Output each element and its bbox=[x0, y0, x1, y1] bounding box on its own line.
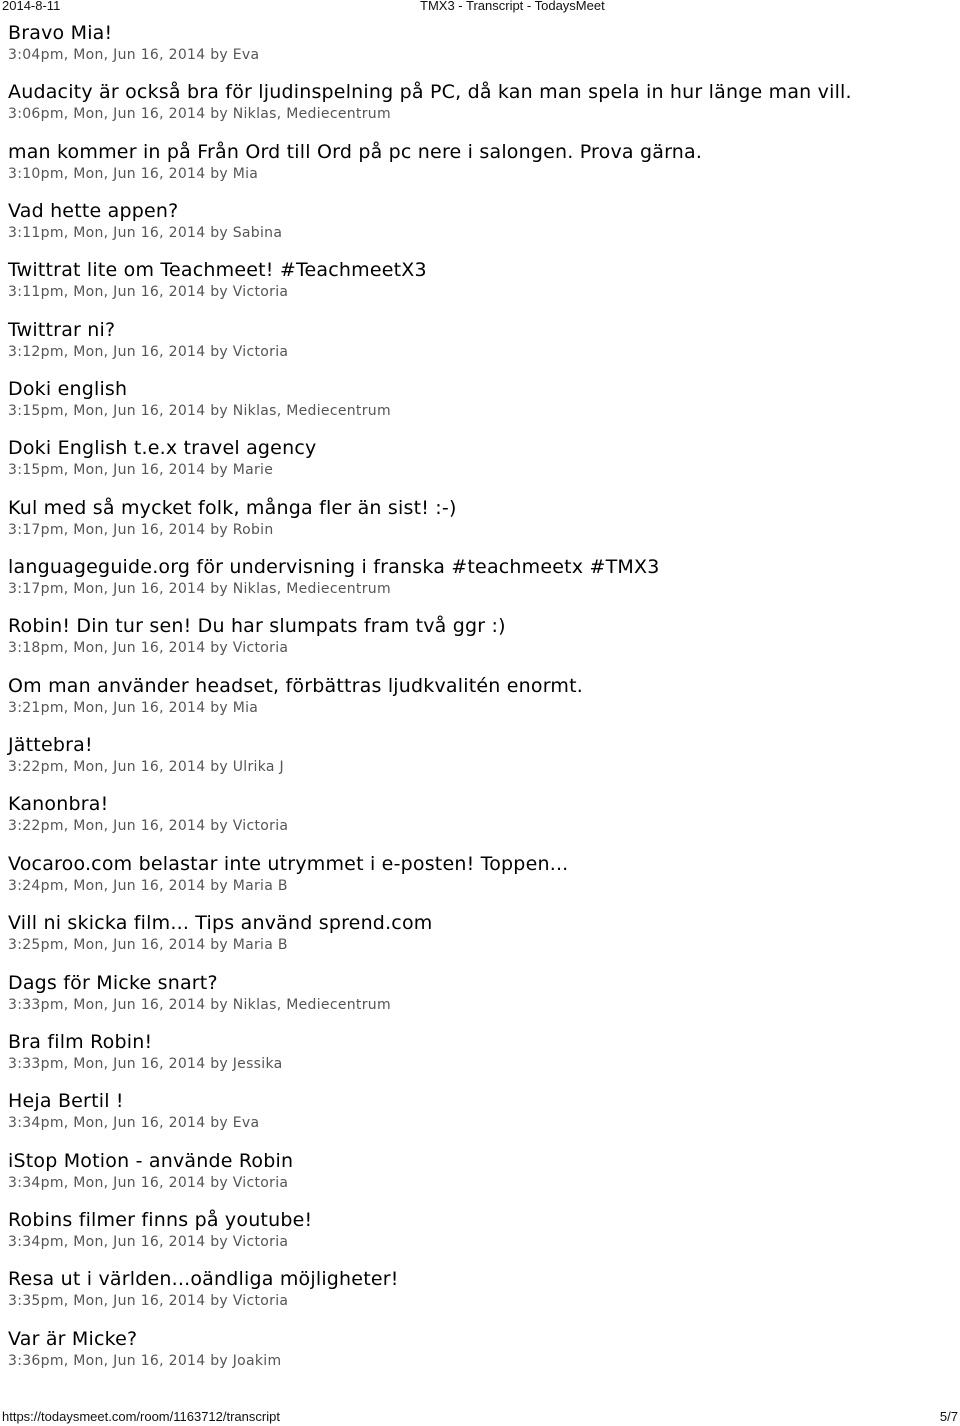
message-meta: 3:12pm, Mon, Jun 16, 2014 by Victoria bbox=[8, 343, 289, 360]
message-text: languageguide.org för undervisning i franska #teachmeetx #TMX3 bbox=[8, 556, 660, 579]
transcript-message bbox=[8, 1267, 953, 1326]
transcript-message bbox=[8, 1149, 953, 1208]
print-header bbox=[0, 0, 960, 14]
message-meta: 3:17pm, Mon, Jun 16, 2014 by Niklas, Mediecentrum bbox=[8, 581, 391, 598]
transcript-message bbox=[8, 555, 953, 614]
print-footer bbox=[0, 1408, 960, 1426]
transcript-message bbox=[8, 258, 953, 317]
message-text: Doki english bbox=[8, 378, 128, 401]
message-text: Vad hette appen? bbox=[8, 200, 179, 223]
transcript-message bbox=[8, 1030, 953, 1089]
message-text: man kommer in på Från Ord till Ord på pc nere i salongen. Prova gärna. bbox=[8, 140, 703, 163]
transcript-message bbox=[8, 21, 953, 80]
message-meta: 3:18pm, Mon, Jun 16, 2014 by Victoria bbox=[8, 640, 289, 657]
message-meta: 3:21pm, Mon, Jun 16, 2014 by Mia bbox=[8, 699, 259, 716]
transcript-message bbox=[8, 792, 953, 851]
message-text: Var är Micke? bbox=[8, 1327, 138, 1350]
page-title: TMX3 - Transcript - TodaysMeet bbox=[420, 0, 605, 13]
page-url: https://todaysmeet.com/room/1163712/transcript bbox=[2, 1409, 280, 1424]
transcript-message bbox=[8, 1327, 953, 1386]
print-date: 2014-8-11 bbox=[2, 0, 61, 13]
message-meta: 3:34pm, Mon, Jun 16, 2014 by Victoria bbox=[8, 1174, 289, 1191]
transcript-message bbox=[8, 911, 953, 970]
message-meta: 3:34pm, Mon, Jun 16, 2014 by Victoria bbox=[8, 1233, 289, 1250]
transcript-message bbox=[8, 496, 953, 555]
message-text: Audacity är också bra för ljudinspelning på PC, då kan man spela in hur länge man vill. bbox=[8, 81, 852, 104]
message-text: Robins filmer finns på youtube! bbox=[8, 1208, 313, 1231]
transcript-message bbox=[8, 1208, 953, 1267]
message-meta: 3:34pm, Mon, Jun 16, 2014 by Eva bbox=[8, 1115, 260, 1132]
transcript-message bbox=[8, 852, 953, 911]
message-text: Heja Bertil ! bbox=[8, 1090, 124, 1113]
message-meta: 3:22pm, Mon, Jun 16, 2014 by Victoria bbox=[8, 818, 289, 835]
transcript-message bbox=[8, 733, 953, 792]
message-meta: 3:24pm, Mon, Jun 16, 2014 by Maria B bbox=[8, 877, 288, 894]
message-text: Doki English t.e.x travel agency bbox=[8, 437, 317, 460]
transcript-message bbox=[8, 1089, 953, 1148]
message-text: Bravo Mia! bbox=[8, 22, 113, 44]
transcript-message bbox=[8, 436, 953, 495]
transcript-message bbox=[8, 140, 953, 199]
message-text: Dags för Micke snart? bbox=[8, 971, 218, 994]
transcript-message bbox=[8, 614, 953, 673]
page-number: 5/7 bbox=[939, 1409, 958, 1424]
message-meta: 3:04pm, Mon, Jun 16, 2014 by Eva bbox=[8, 47, 260, 63]
transcript-message-list bbox=[8, 21, 953, 1386]
message-meta: 3:17pm, Mon, Jun 16, 2014 by Robin bbox=[8, 521, 274, 538]
transcript-message bbox=[8, 674, 953, 733]
message-text: Jättebra! bbox=[8, 734, 93, 757]
transcript-message bbox=[8, 377, 953, 436]
message-text: Kul med så mycket folk, många fler än sist! :-) bbox=[8, 496, 457, 519]
message-meta: 3:10pm, Mon, Jun 16, 2014 by Mia bbox=[8, 165, 259, 182]
message-meta: 3:15pm, Mon, Jun 16, 2014 by Niklas, Mediecentrum bbox=[8, 403, 391, 420]
message-meta: 3:33pm, Mon, Jun 16, 2014 by Niklas, Mediecentrum bbox=[8, 996, 391, 1013]
message-meta: 3:15pm, Mon, Jun 16, 2014 by Marie bbox=[8, 462, 274, 479]
message-text: Resa ut i världen...oändliga möjligheter! bbox=[8, 1268, 399, 1291]
message-meta: 3:36pm, Mon, Jun 16, 2014 by Joakim bbox=[8, 1352, 282, 1369]
message-text: Twittrat lite om Teachmeet! #TeachmeetX3 bbox=[8, 259, 427, 282]
transcript-message bbox=[8, 318, 953, 377]
message-text: Robin! Din tur sen! Du har slumpats fram två ggr :) bbox=[8, 615, 506, 638]
message-meta: 3:25pm, Mon, Jun 16, 2014 by Maria B bbox=[8, 937, 288, 954]
message-meta: 3:35pm, Mon, Jun 16, 2014 by Victoria bbox=[8, 1293, 289, 1310]
message-text: Kanonbra! bbox=[8, 793, 109, 816]
transcript-message bbox=[8, 971, 953, 1030]
message-text: Vocaroo.com belastar inte utrymmet i e-posten! Toppen... bbox=[8, 852, 569, 875]
message-text: Twittrar ni? bbox=[8, 318, 116, 341]
message-meta: 3:33pm, Mon, Jun 16, 2014 by Jessika bbox=[8, 1055, 283, 1072]
message-meta: 3:11pm, Mon, Jun 16, 2014 by Sabina bbox=[8, 225, 283, 242]
transcript-message bbox=[8, 199, 953, 258]
message-text: Vill ni skicka film... Tips använd sprend.com bbox=[8, 912, 433, 935]
message-meta: 3:11pm, Mon, Jun 16, 2014 by Victoria bbox=[8, 284, 289, 301]
message-text: Bra film Robin! bbox=[8, 1030, 153, 1053]
message-meta: 3:22pm, Mon, Jun 16, 2014 by Ulrika J bbox=[8, 759, 284, 776]
message-text: iStop Motion - använde Robin bbox=[8, 1149, 294, 1172]
message-meta: 3:06pm, Mon, Jun 16, 2014 by Niklas, Mediecentrum bbox=[8, 106, 391, 123]
transcript-message bbox=[8, 80, 953, 139]
message-text: Om man använder headset, förbättras ljudkvalitén enormt. bbox=[8, 674, 583, 697]
